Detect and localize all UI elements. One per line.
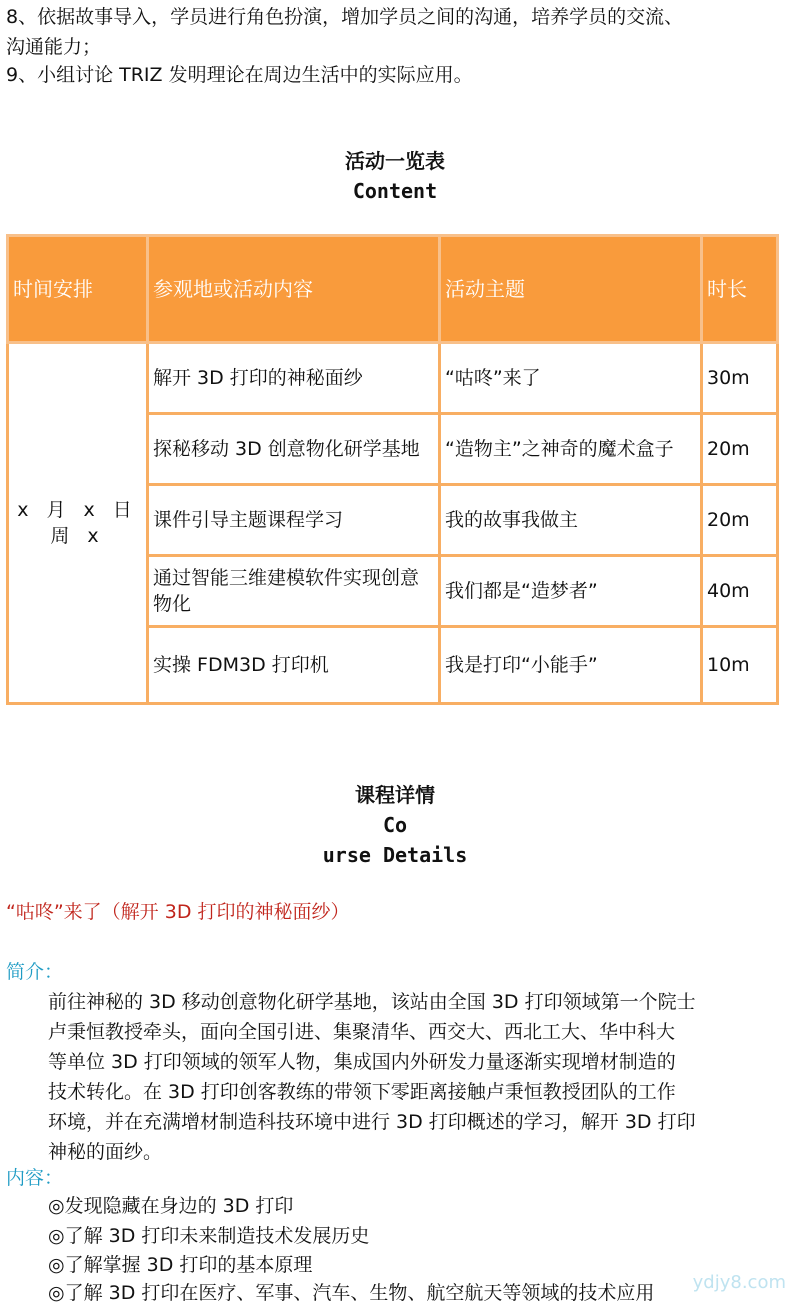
paragraph-line: 环境，并在充满增材制造科技环境中进行 3D 打印概述的学习，解开 3D 打印 (48, 1111, 696, 1133)
duration-cell: 10m (702, 627, 778, 704)
header-time: 时间安排 (8, 236, 148, 343)
theme-cell: 我是打印“小能手” (440, 627, 702, 704)
table-header-row (8, 236, 778, 343)
date-cell: x 月 x 日 周 x (8, 343, 148, 704)
list-item: ◎了解掌握 3D 打印的基本原理 (48, 1254, 313, 1276)
course-title: “咕咚”来了（解开 3D 打印的神秘面纱） (6, 901, 350, 923)
course-section-subtitle-line1: Co (382, 813, 408, 837)
paragraph-line: 卢秉恒教授牵头，面向全国引进、集聚清华、西交大、西北工大、华中科大 (48, 1021, 676, 1043)
duration-cell: 20m (702, 414, 778, 485)
course-intro-paragraph (48, 987, 788, 1167)
header-content: 参观地或活动内容 (148, 236, 440, 343)
list-item: ◎了解 3D 打印在医疗、军事、汽车、生物、航空航天等领域的技术应用 (48, 1282, 655, 1304)
watermark: ydjy8.com (692, 1272, 786, 1293)
list-item: ◎发现隐藏在身边的 3D 打印 (48, 1195, 294, 1217)
header-theme: 活动主题 (440, 236, 702, 343)
header-duration: 时长 (702, 236, 778, 343)
theme-cell: 我的故事我做主 (440, 485, 702, 556)
table-row (8, 343, 778, 414)
theme-cell: “咕咚”来了 (440, 343, 702, 414)
duration-cell: 30m (702, 343, 778, 414)
intro-line: 8、依据故事导入，学员进行角色扮演，增加学员之间的沟通，培养学员的交流、 (6, 6, 684, 28)
theme-cell: “造物主”之神奇的魔术盒子 (440, 414, 702, 485)
list-item: ◎了解 3D 打印未来制造技术发展历史 (48, 1225, 370, 1247)
content-label: 内容： (6, 1167, 64, 1189)
course-section-title: 课程详情 (355, 783, 435, 807)
content-cell: 实操 FDM3D 打印机 (148, 627, 440, 704)
paragraph-line: 技术转化。在 3D 打印创客教练的带领下零距离接触卢秉恒教授团队的工作 (48, 1081, 676, 1103)
activity-section-subtitle: Content (352, 179, 438, 203)
content-cell: 解开 3D 打印的神秘面纱 (148, 343, 440, 414)
content-cell: 通过智能三维建模软件实现创意物化 (148, 556, 440, 627)
duration-cell: 40m (702, 556, 778, 627)
activity-table (6, 234, 779, 705)
intro-line: 9、小组讨论 TRIZ 发明理论在周边生活中的实际应用。 (6, 64, 473, 86)
paragraph-line: 等单位 3D 打印领域的领军人物，集成国内外研发力量逐渐实现增材制造的 (48, 1051, 676, 1073)
activity-section-title: 活动一览表 (345, 149, 445, 173)
content-cell: 课件引导主题课程学习 (148, 485, 440, 556)
paragraph-line: 神秘的面纱。 (48, 1141, 163, 1163)
content-cell: 探秘移动 3D 创意物化研学基地 (148, 414, 440, 485)
intro-label: 简介： (6, 961, 64, 983)
theme-cell: 我们都是“造梦者” (440, 556, 702, 627)
duration-cell: 20m (702, 485, 778, 556)
intro-line: 沟通能力； (6, 36, 102, 58)
paragraph-line: 前往神秘的 3D 移动创意物化研学基地，该站由全国 3D 打印领域第一个院士 (48, 991, 696, 1013)
course-section-subtitle-line2: urse Details (322, 843, 468, 867)
